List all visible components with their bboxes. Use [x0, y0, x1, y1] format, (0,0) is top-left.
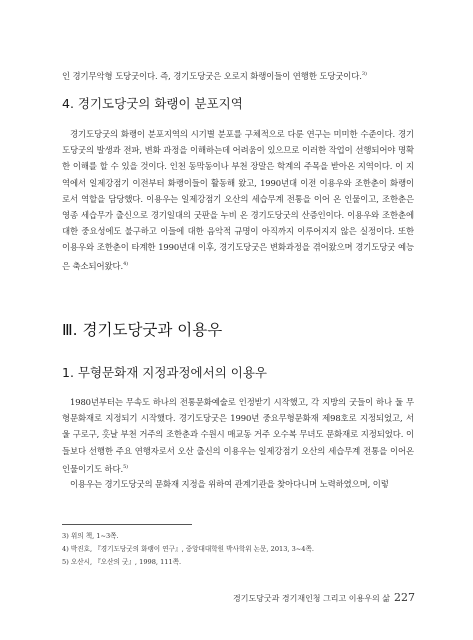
footnote-3: 3) 위의 책, 1~3쪽. — [62, 532, 119, 540]
chapter-heading: Ⅲ. 경기도당굿과 이용우 — [62, 321, 223, 339]
footnote-divider — [62, 524, 192, 525]
running-title: 경기도당굿과 경기재인청 그리고 이용우의 삶 — [232, 594, 390, 603]
designation-text-1: 1980년부터는 무속도 하나의 전통문화예술로 인정받기 시작했고, 각 지방의 굿들이 하나 둘 무형문화재로 지정되기 시작했다. 경기도당굿은 1990년 중요무형문화재 제98호로 지정되었고, 서울 구로구, 홋날 부천 거주의 조한춘과 수원시 매교동 거주 오수복 무녀도 문화재로 지정되었다. 이들보다 선행한 주요 연행자로서 오산 출신의 이용우는 일제강점기 오산의 세습무계 전통을 이어온 인물이기도 하다. — [62, 397, 414, 474]
intro-text: 인 경기무악형 도당굿이다. 즉, 경기도당굿은 오로지 화랭이들이 연행한 도당굿이다. — [62, 71, 362, 81]
section-heading-distribution: 4. 경기도당굿의 화랭이 분포지역 — [62, 96, 243, 111]
footnote-4: 4) 박진호, 『경기도당굿의 화랭이 연구』, 중앙대대학원 박사학위 논문, 2013, 3~4쪽. — [62, 545, 314, 553]
page-number: 227 — [394, 591, 415, 604]
designation-paragraph-1 — [62, 394, 414, 477]
footnote-5: 5) 오산시, 『오산의 굿』, 1998, 111쪽. — [62, 558, 182, 566]
section-heading-designation: 1. 무형문화재 지정과정에서의 이용우 — [62, 365, 267, 380]
footnote-ref: 3) — [361, 71, 367, 77]
footnote-ref: 5) — [123, 463, 128, 470]
page-footer — [233, 591, 415, 604]
distribution-text: 경기도당굿의 화랭이 분포지역의 시기별 분포를 구체적으로 다룬 연구는 미미한 수준이다. 경기도당굿의 발생과 전파, 변화 과정을 이해하는데 어려움이 있으므로 이러한 작업이 선행되어야 명확한 이해를 할 수 있을 것이다. 인천 동막동이나 부천 장말은 학계의 주목을 받아온 지역이다. 이 지역에서 일제강점기 이전부터 화랭이들이 활동해 왔고, 1990년대 이전 이용우와 조한춘이 화랭이로서 역할을 담당했다. 이용우는 일제강점기 오산의 세습무계 전통을 이어 온 인물이고, 조한춘은 영종 세습무가 출신으로 경기일대의 굿판을 누비 온 경기도당굿의 산증인이다. 이용우와 조한춘에 대한 중요성에도 불구하고 이들에 대한 음악적 규명이 아직까지 이루어지지 않은 실정이다. 또한 이용우와 조한춘이 타계한 1990년대 이후, 경기도당굿은 변화과정을 겪어왔으며 경기도당굿 예능은 축소되어왔다. — [62, 129, 414, 271]
distribution-paragraph — [62, 126, 414, 274]
intro-paragraph — [62, 66, 414, 84]
designation-paragraph-2: 이용우는 경기도당굿의 문화재 지정을 위하여 관계기관을 찾아다니며 노력하였으며, 이렇 — [70, 479, 389, 489]
footnote-ref: 4) — [123, 260, 128, 267]
